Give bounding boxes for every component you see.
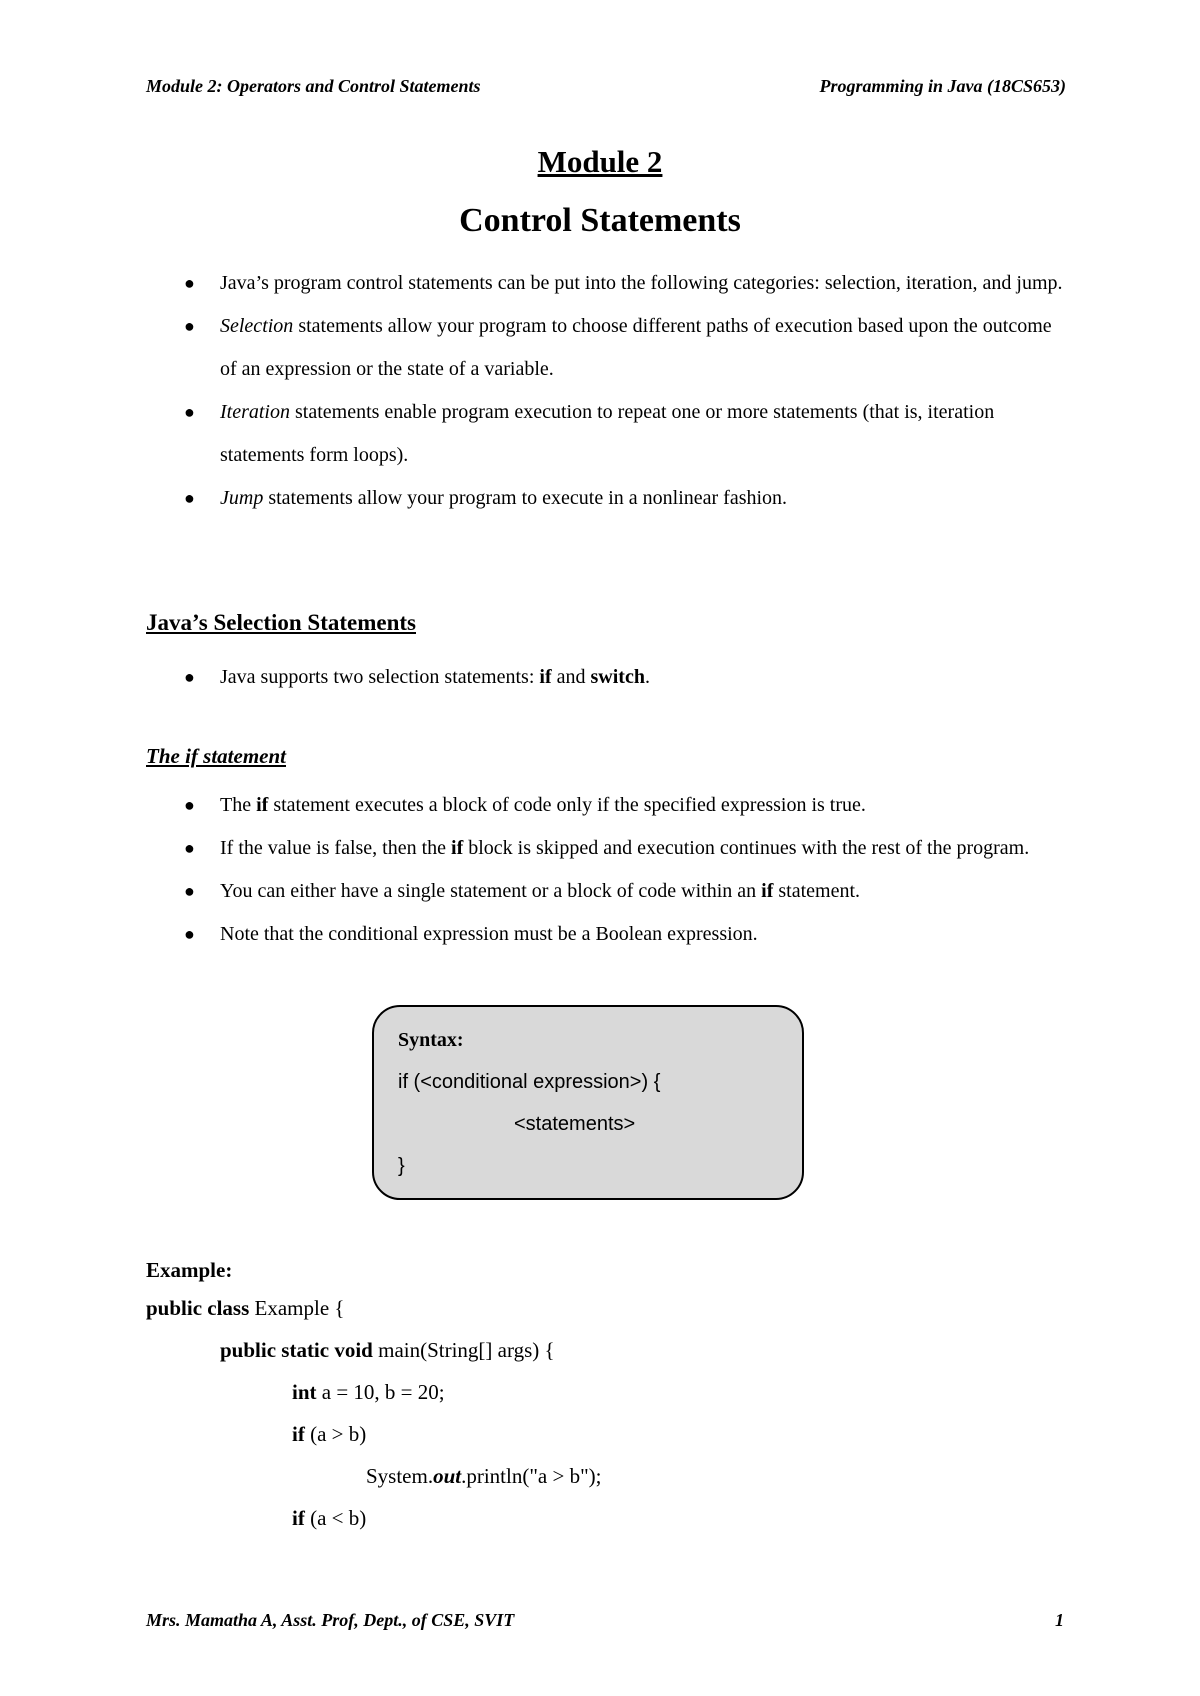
selection-bullet-list [0, 656, 1200, 699]
list-item: ● The if statement executes a block of code only if the specified expression is true. [0, 784, 1200, 827]
if-statement-heading: The if statement [146, 744, 286, 768]
syntax-box [372, 1005, 804, 1200]
example-label: Example: [146, 1258, 233, 1282]
selection-section-heading: Java’s Selection Statements [146, 610, 416, 635]
bullet-icon: ● [184, 488, 195, 508]
code-line: public class Example { [146, 1296, 345, 1320]
list-item: ● Note that the conditional expression must be a Boolean expression. [0, 913, 1200, 956]
list-item: ● Selection statements allow your program to choose different paths of execution based upon the outcome of an expression or the state of a variable. [0, 305, 1200, 391]
page-title: Control Statements [459, 202, 741, 239]
list-item: ● Java’s program control statements can be put into the following categories: selection, iteration, and jump. [0, 262, 1200, 305]
header-module-title: Module 2: Operators and Control Statements [146, 76, 481, 96]
list-item: ● Jump statements allow your program to execute in a nonlinear fashion. [0, 477, 1200, 520]
bullet-icon: ● [184, 838, 195, 858]
module-title: Module 2 [537, 144, 663, 179]
bullet-icon: ● [184, 667, 195, 687]
list-item: ● If the value is false, then the if block is skipped and execution continues with the rest of the program. [0, 827, 1200, 870]
code-line: if (a < b) [292, 1506, 367, 1530]
bullet-icon: ● [184, 881, 195, 901]
bullet-icon: ● [184, 402, 195, 422]
syntax-line: } [398, 1155, 405, 1177]
code-line: int a = 10, b = 20; [292, 1380, 445, 1404]
list-item: ● Iteration statements enable program execution to repeat one or more statements (that is, iteration statements form loops). [0, 391, 1200, 477]
code-line: System.out.println("a > b"); [366, 1464, 602, 1488]
bullet-icon: ● [184, 924, 195, 944]
footer-author: Mrs. Mamatha A, Asst. Prof, Dept., of CSE, SVIT [146, 1610, 515, 1630]
syntax-label: Syntax: [398, 1029, 464, 1051]
code-line: if (a > b) [292, 1422, 367, 1446]
code-line: public static void main(String[] args) { [220, 1338, 555, 1362]
syntax-line: if (<conditional expression>) { [398, 1071, 661, 1093]
list-item: ● You can either have a single statement or a block of code within an if statement. [0, 870, 1200, 913]
if-bullet-list [0, 784, 1200, 956]
page-number: 1 [1055, 1610, 1064, 1630]
list-item: ● Java supports two selection statements: if and switch. [0, 656, 1200, 699]
bullet-icon: ● [184, 273, 195, 293]
bullet-icon: ● [184, 316, 195, 336]
header-course-title: Programming in Java (18CS653) [819, 76, 1066, 96]
intro-bullet-list [0, 262, 1200, 520]
bullet-icon: ● [184, 795, 195, 815]
syntax-line: <statements> [514, 1113, 636, 1135]
